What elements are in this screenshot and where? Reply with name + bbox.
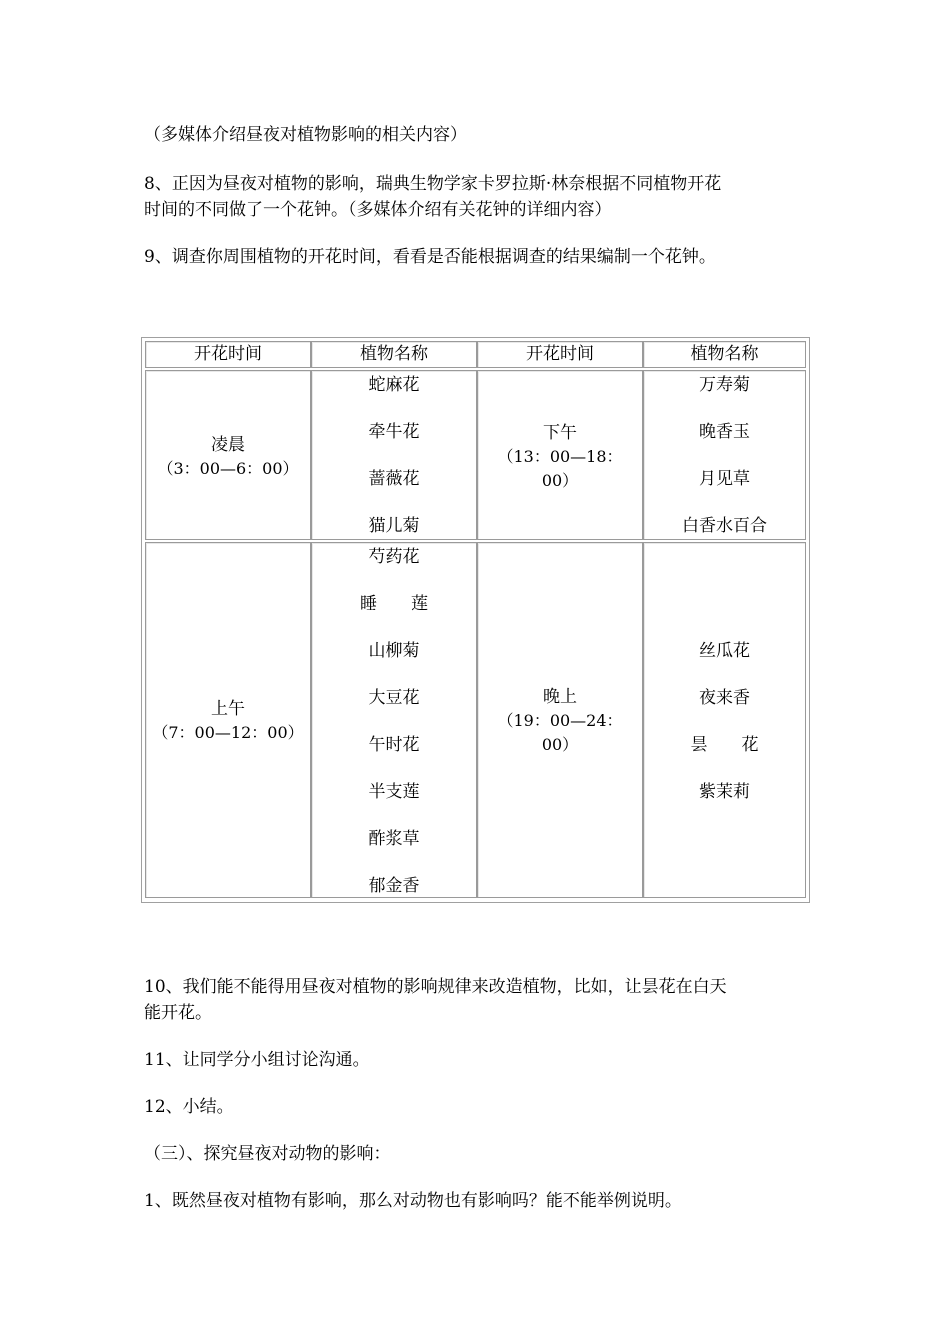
time-period-label: 上午 xyxy=(211,699,245,719)
time-period-label: 晚上 xyxy=(543,687,577,707)
time-period-label: 下午 xyxy=(543,423,577,443)
plant-name: 午时花 xyxy=(368,735,420,755)
plant-name: 蛇麻花 xyxy=(368,375,420,395)
table-cell-time xyxy=(477,542,643,898)
plant-name: 月见草 xyxy=(699,469,750,489)
time-period-label: 凌晨 xyxy=(211,435,245,455)
time-range-label: （19：00—24： xyxy=(497,711,623,730)
paragraph-11: 11、让同学分小组讨论沟通。 xyxy=(144,1050,370,1070)
paragraph-12: 12、小结。 xyxy=(144,1097,234,1117)
plant-name: 半支莲 xyxy=(368,782,420,802)
plant-name: 猫儿菊 xyxy=(368,516,420,536)
paragraph-10-line2: 能开花。 xyxy=(144,1003,212,1023)
plant-name: 夜来香 xyxy=(699,688,750,708)
plant-name: 芍药花 xyxy=(368,547,420,567)
time-range-label: （3：00—6：00） xyxy=(157,459,299,478)
header-time-1: 开花时间 xyxy=(194,344,262,364)
plant-name: 大豆花 xyxy=(368,688,420,708)
table-cell-plants xyxy=(311,542,477,898)
header-plant-1: 植物名称 xyxy=(360,344,428,364)
plant-name: 晚香玉 xyxy=(699,422,750,442)
section-heading-3: （三）、探究昼夜对动物的影响： xyxy=(144,1144,391,1164)
paragraph-10-line1: 10、我们能不能得用昼夜对植物的影响规律来改造植物，比如，让昙花在白天 xyxy=(144,977,727,997)
table-cell-plants xyxy=(643,370,806,540)
plant-name: 睡 莲 xyxy=(360,594,428,614)
plant-name: 紫茉莉 xyxy=(699,782,750,802)
paragraph-8-line2: 时间的不同做了一个花钟。（多媒体介绍有关花钟的详细内容） xyxy=(144,200,612,220)
plant-name: 万寿菊 xyxy=(699,375,750,395)
plant-name: 白香水百合 xyxy=(682,516,767,536)
table-header-cell xyxy=(643,341,806,368)
table-cell-plants xyxy=(643,542,806,898)
table-header-cell xyxy=(145,341,311,368)
question-1: 1、既然昼夜对植物有影响，那么对动物也有影响吗？能不能举例说明。 xyxy=(144,1191,682,1211)
header-plant-2: 植物名称 xyxy=(690,344,759,364)
paragraph-multimedia-intro: （多媒体介绍昼夜对植物影响的相关内容） xyxy=(144,125,467,145)
plant-name: 昙 花 xyxy=(690,735,759,755)
header-time-2: 开花时间 xyxy=(526,344,594,364)
paragraph-8-line1: 8、正因为昼夜对植物的影响，瑞典生物学家卡罗拉斯·林奈根据不同植物开花 xyxy=(144,174,722,194)
paragraph-9: 9、调查你周围植物的开花时间，看看是否能根据调查的结果编制一个花钟。 xyxy=(144,247,716,267)
table-cell-time xyxy=(477,370,643,540)
plant-name: 郁金香 xyxy=(368,876,420,896)
time-range-label: （13：00—18： xyxy=(497,447,623,466)
table-header-cell xyxy=(477,341,643,368)
time-range-label: （7：00—12：00） xyxy=(152,723,304,742)
plant-name: 丝瓜花 xyxy=(699,641,750,661)
plant-name: 山柳菊 xyxy=(368,641,420,661)
table-cell-time xyxy=(145,370,311,540)
plant-name: 蔷薇花 xyxy=(368,469,420,489)
table-cell-plants xyxy=(311,370,477,540)
plant-name: 牵牛花 xyxy=(368,422,420,442)
table-cell-time xyxy=(145,542,311,898)
plant-name: 酢浆草 xyxy=(368,829,420,849)
flower-clock-table xyxy=(141,337,810,903)
time-range-label: 00） xyxy=(541,471,579,490)
table-header-cell xyxy=(311,341,477,368)
time-range-label: 00） xyxy=(541,735,579,754)
